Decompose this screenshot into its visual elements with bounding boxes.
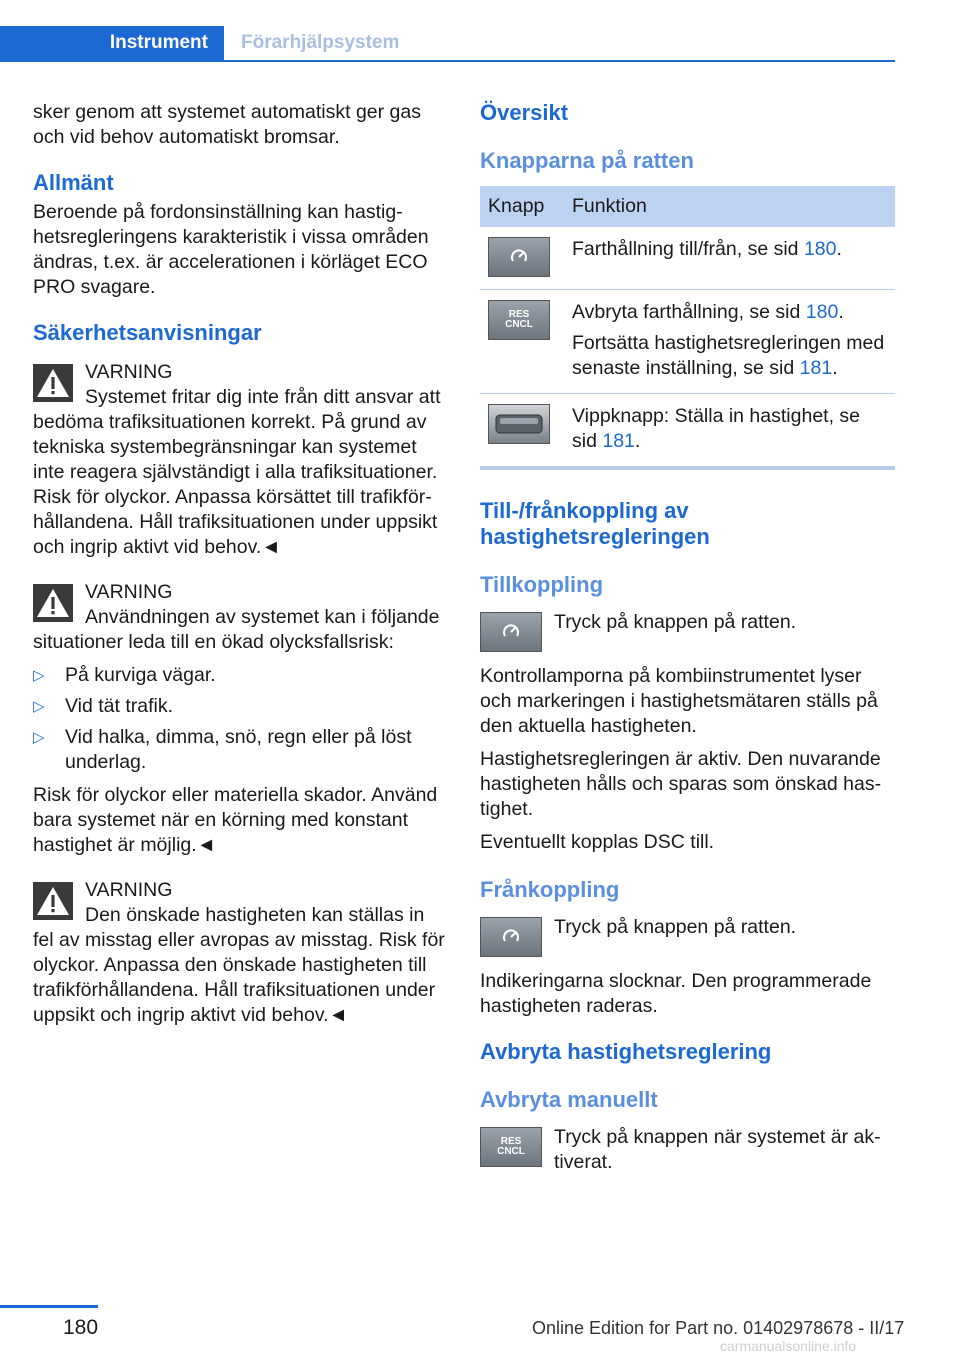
watermark: carmanualsonline.info xyxy=(720,1338,857,1354)
allmant-text: Beroende på fordonsinställning kan hastighetsregleringens karakteristik i vissa områden ändras, t.ex. är accelerationen i körläget ECO PRO svagare. xyxy=(33,201,429,298)
warning-3-text: Den önskade hastigheten kan ställas in fel av misstag eller avropas av misstag. Risk för olyckor. Anpassa den önskade hastigheten till trafikförhållandena. Håll trafiksituationen under uppsikt och ingrip aktivt vid behov.◄ xyxy=(33,904,445,1026)
list-item: ▷ På kurviga vägar. xyxy=(33,664,216,686)
cruise-control-button-icon xyxy=(480,917,542,957)
intro-text: sker genom att systemet automatiskt ger gas och vid behov automatiskt bromsar. xyxy=(33,101,422,148)
cruise-control-button-icon xyxy=(480,612,542,652)
table-row: Vippknapp: Ställa in hastighet, se sid 181. xyxy=(480,394,895,469)
page-link[interactable]: 181 xyxy=(799,357,833,379)
warning-2-list xyxy=(33,663,448,775)
heading-knapparna: Knapparna på ratten xyxy=(480,148,694,173)
heading-sakerhetsanvisningar: Säkerhetsanvisningar xyxy=(33,320,262,345)
buttons-table xyxy=(480,186,895,470)
table-row: Farthållning till/från, se sid 180. xyxy=(480,227,895,290)
warning-triangle-icon xyxy=(33,882,73,920)
heading-avbryta-manuellt: Avbryta manuellt xyxy=(480,1087,658,1112)
header-tabs xyxy=(0,26,895,62)
avbryta-block xyxy=(480,1125,895,1183)
tab-instrument[interactable]: Instrument xyxy=(0,26,224,62)
tab-forarhjalpsystem[interactable]: Förarhjälpsystem xyxy=(241,32,400,53)
table-row: RES CNCL Avbryta farthållning, se sid 180. Fortsätta hastighetsregleringen med senaste inställning, se sid 181. xyxy=(480,290,895,394)
page-number: 180 xyxy=(63,1316,99,1339)
bullet-marker-icon: ▷ xyxy=(33,729,45,746)
header-rule xyxy=(0,60,895,62)
page-link[interactable]: 180 xyxy=(805,301,839,323)
warning-2-label: VARNING xyxy=(85,581,173,603)
footer-rule xyxy=(0,1305,98,1308)
frankoppling-text: Tryck på knappen på ratten. xyxy=(554,916,797,938)
warning-2-after: Risk för olyckor eller materiella skador. Använd bara systemet när en körning med konstant hastighet är möjlig.◄ xyxy=(33,784,438,856)
heading-avbryta: Avbryta hastighetsreglering xyxy=(480,1039,772,1064)
cruise-control-button-icon xyxy=(488,237,550,277)
list-item: ▷ Vid tät trafik. xyxy=(33,695,174,717)
tillkoppling-block xyxy=(480,610,895,656)
frankoppling-block xyxy=(480,915,895,961)
heading-frankoppling: Frånkoppling xyxy=(480,877,620,902)
edition-text: Online Edition for Part no. 01402978678 - II/17 xyxy=(532,1318,905,1338)
rocker-switch-icon xyxy=(488,404,550,444)
warning-1-label: VARNING xyxy=(85,361,173,383)
res-cncl-button-icon: RES CNCL xyxy=(488,300,550,340)
res-cncl-button-icon: RES CNCL xyxy=(480,1127,542,1167)
col-funktion: Funktion xyxy=(564,186,895,227)
heading-tillkoppling: Tillkoppling xyxy=(480,572,604,597)
page-link[interactable]: 181 xyxy=(602,430,635,452)
table-header xyxy=(480,186,895,227)
warning-1-text: Systemet fritar dig inte från ditt ansvar att bedöma trafiksituationen korrekt. På grund av tekniska systembegränsningar kan systemet inte reagera självständigt i alla trafiksituationer. Risk för olyckor. Anpassa körsättet till trafikförhållandena. Håll trafiksituationen under uppsikt och ingrip aktivt vid behov.◄ xyxy=(33,386,441,558)
tillkoppling-text: Tryck på knappen på ratten. xyxy=(554,611,797,633)
page-link[interactable]: 180 xyxy=(803,238,837,260)
right-column xyxy=(480,100,895,1183)
warning-triangle-icon xyxy=(33,364,73,402)
bullet-marker-icon: ▷ xyxy=(33,667,45,684)
paragraph: Indikeringarna slocknar. Den programmerade hastigheten raderas. xyxy=(480,970,872,1017)
warning-triangle-icon xyxy=(33,584,73,622)
avbryta-text: Tryck på knappen när systemet är aktiverat. xyxy=(554,1126,881,1173)
warning-3-label: VARNING xyxy=(85,879,173,901)
warning-1 xyxy=(33,360,448,560)
paragraph: Eventuellt kopplas DSC till. xyxy=(480,831,715,853)
heading-till-frankoppling: Till-/frånkoppling av hastighetsregleringen xyxy=(480,498,710,549)
warning-2-text: Användningen av systemet kan i följande situationer leda till en ökad olycksfallsrisk: xyxy=(33,606,440,653)
col-knapp: Knapp xyxy=(480,186,564,227)
warning-2 xyxy=(33,580,448,858)
left-column xyxy=(33,100,448,1040)
paragraph: Kontrollamporna på kombiinstrumentet lyser och markeringen i hastighetsmätaren ställs på den aktuella hastigheten. xyxy=(480,665,878,737)
heading-allmant: Allmänt xyxy=(33,170,114,195)
list-item: ▷ Vid halka, dimma, snö, regn eller på löst underlag. xyxy=(33,726,412,773)
bullet-marker-icon: ▷ xyxy=(33,698,45,715)
heading-oversikt: Översikt xyxy=(480,100,569,125)
warning-3 xyxy=(33,878,448,1028)
paragraph: Hastighetsregleringen är aktiv. Den nuvarande hastigheten hålls och sparas som önskad hastighet. xyxy=(480,748,882,820)
